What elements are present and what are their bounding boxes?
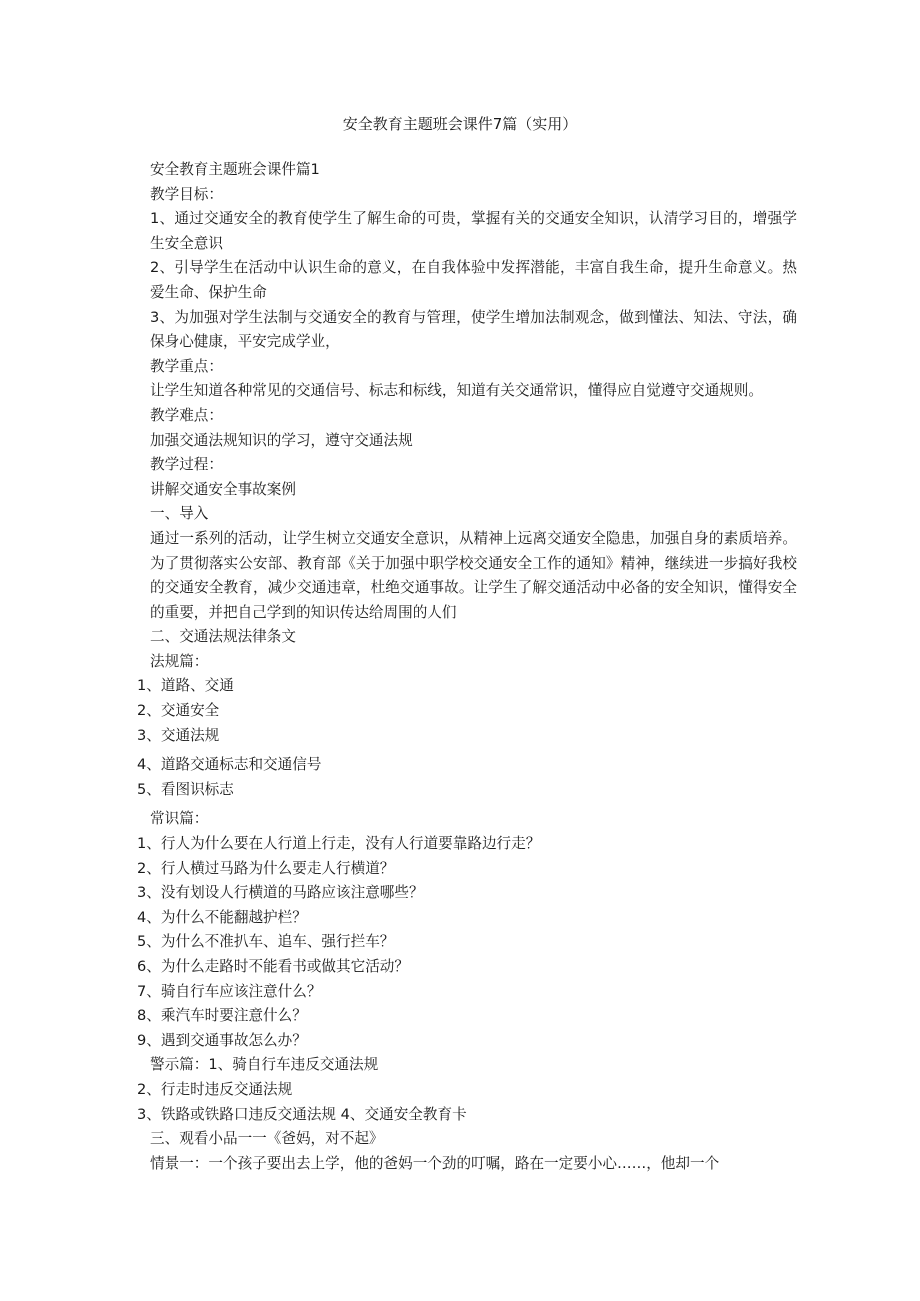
list-item: 5、看图识标志 [137,780,234,798]
list-item: 3、交通法规 [137,726,220,744]
list-item: 4、为什么不能翻越护栏？ [137,908,307,926]
list-item: 3、没有划设人行横道的马路应该注意哪些？ [137,884,424,902]
label-key-points: 教学重点： [150,357,223,375]
goal-item: 2、引导学生在活动中认识生命的意义，在自我体验中发挥潜能，丰富自我生命，提升生命意义。热爱生命、保护生命 [150,259,797,301]
intro-paragraph: 通过一系列的活动，让学生树立交通安全意识，从精神上远离交通安全隐患，加强自身的素质培养。为了贯彻落实公安部、教育部《关于加强中职学校交通安全工作的通知》精神，继续进一步搞好我校的交通安全教育，减少交通违章，杜绝交通事故。让学生了解交通活动中必备的安全知识，懂得安全的重要，并把自己学到的知识传达给周围的人们 [150,529,797,621]
list-item: 2、行走时违反交通法规 [137,1080,293,1098]
list-item: 7、骑自行车应该注意什么？ [137,982,322,1000]
list-item: 2、交通安全 [137,702,220,720]
list-item: 3、铁路或铁路口违反交通法规 4、交通安全教育卡 [137,1105,467,1123]
goal-item: 1、通过交通安全的教育使学生了解生命的可贵，掌握有关的交通安全知识，认清学习目的，增强学生安全意识 [150,210,797,252]
list-item: 4、道路交通标志和交通信号 [137,756,322,774]
warning-heading: 警示篇：1、骑自行车违反交通法规 [150,1056,379,1074]
list-item: 9、遇到交通事故怎么办？ [137,1031,307,1049]
paragraph: 情景一：一个孩子要出去上学，他的爸妈一个劲的叮嘱，路在一定要小心……，他却一个 [150,1154,720,1172]
document-body [137,158,797,1176]
document-title: 安全教育主题班会课件7篇（实用） [342,115,578,133]
list-item: 1、道路、交通 [137,677,234,695]
paragraph: 讲解交通安全事故案例 [150,480,296,498]
label-difficulties: 教学难点： [150,406,223,424]
list-item: 8、乘汽车时要注意什么？ [137,1007,307,1025]
label-regulations: 法规篇： [150,652,209,670]
list-item: 1、行人为什么要在人行道上行走，没有人行道要靠路边行走？ [137,835,541,853]
section-heading: 安全教育主题班会课件篇1 [150,161,320,178]
paragraph: 加强交通法规知识的学习，遵守交通法规 [150,431,413,449]
label-teaching-goals: 教学目标： [150,185,223,203]
list-item: 5、为什么不准扒车、追车、强行拦车？ [137,933,395,951]
subsection-heading: 三、观看小品一一《爸妈，对不起》 [150,1130,384,1148]
label-common-sense: 常识篇： [150,810,209,828]
list-item: 6、为什么走路时不能看书或做其它活动？ [137,958,409,975]
label-process: 教学过程： [150,456,223,474]
subsection-heading: 二、交通法规法律条文 [150,628,296,646]
list-item: 2、行人横过马路为什么要走人行横道？ [137,859,395,877]
subsection-heading: 一、导入 [150,505,209,523]
goal-item: 3、为加强对学生法制与交通安全的教育与管理，使学生增加法制观念，做到懂法、知法、守法，确保身心健康，平安完成学业， [150,308,797,351]
paragraph: 让学生知道各种常见的交通信号、标志和标线，知道有关交通常识，懂得应自觉遵守交通规则。 [150,382,763,400]
